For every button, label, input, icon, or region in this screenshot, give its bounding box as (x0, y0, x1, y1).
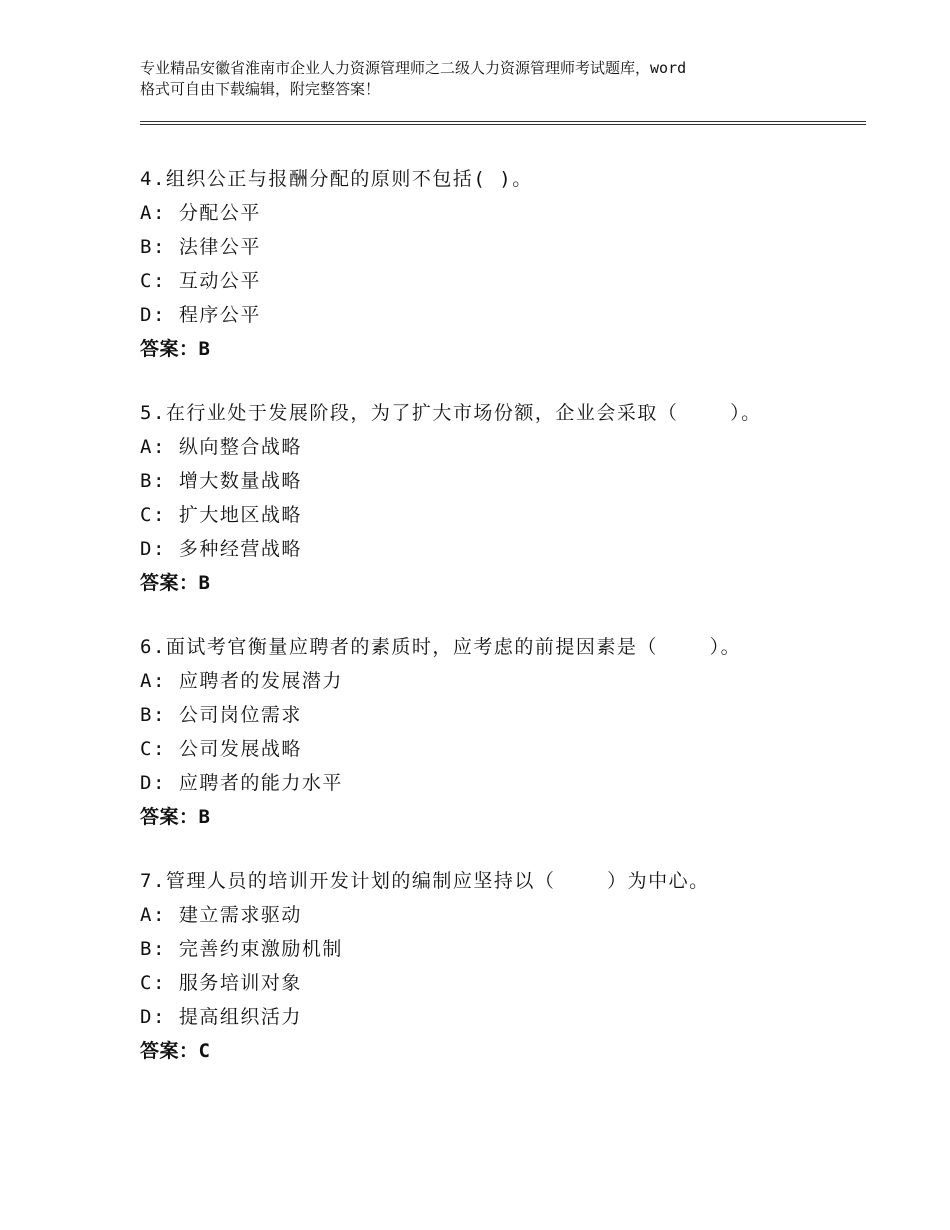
answer: 答案：B (140, 338, 211, 360)
option-b: B: 公司岗位需求 (140, 704, 302, 726)
option-a: A: 应聘者的发展潜力 (140, 670, 343, 692)
option-b: B: 完善约束激励机制 (140, 938, 343, 960)
answer: 答案：B (140, 572, 211, 594)
option-a: A: 分配公平 (140, 202, 261, 224)
option-b: B: 法律公平 (140, 236, 261, 258)
document-header (140, 58, 840, 100)
header-line-2: 格式可自由下载编辑，附完整答案！ (140, 80, 381, 98)
question-stem: 7.管理人员的培训开发计划的编制应坚持以（ ）为中心。 (140, 870, 710, 892)
header-divider-bottom (140, 124, 866, 125)
header-line-1: 专业精品安徽省淮南市企业人力资源管理师之二级人力资源管理师考试题库，word (140, 59, 687, 77)
question-stem: 6.面试考官衡量应聘者的素质时，应考虑的前提因素是（ ）。 (140, 636, 742, 658)
question-4 (140, 162, 866, 366)
header-divider-top (140, 121, 866, 122)
answer: 答案：C (140, 1040, 211, 1062)
option-b: B: 增大数量战略 (140, 470, 302, 492)
option-d: D: 多种经营战略 (140, 538, 302, 560)
option-a: A: 建立需求驱动 (140, 904, 302, 926)
question-5 (140, 396, 866, 600)
option-c: C: 扩大地区战略 (140, 504, 302, 526)
option-d: D: 程序公平 (140, 304, 261, 326)
question-list (140, 162, 866, 1098)
question-7 (140, 864, 866, 1068)
option-c: C: 互动公平 (140, 270, 261, 292)
question-stem: 4.组织公正与报酬分配的原则不包括( )。 (140, 168, 533, 190)
answer: 答案：B (140, 806, 211, 828)
option-d: D: 提高组织活力 (140, 1006, 302, 1028)
option-a: A: 纵向整合战略 (140, 436, 302, 458)
option-d: D: 应聘者的能力水平 (140, 772, 343, 794)
option-c: C: 服务培训对象 (140, 972, 302, 994)
question-6 (140, 630, 866, 834)
option-c: C: 公司发展战略 (140, 738, 302, 760)
question-stem: 5.在行业处于发展阶段，为了扩大市场份额，企业会采取（ ）。 (140, 402, 762, 424)
